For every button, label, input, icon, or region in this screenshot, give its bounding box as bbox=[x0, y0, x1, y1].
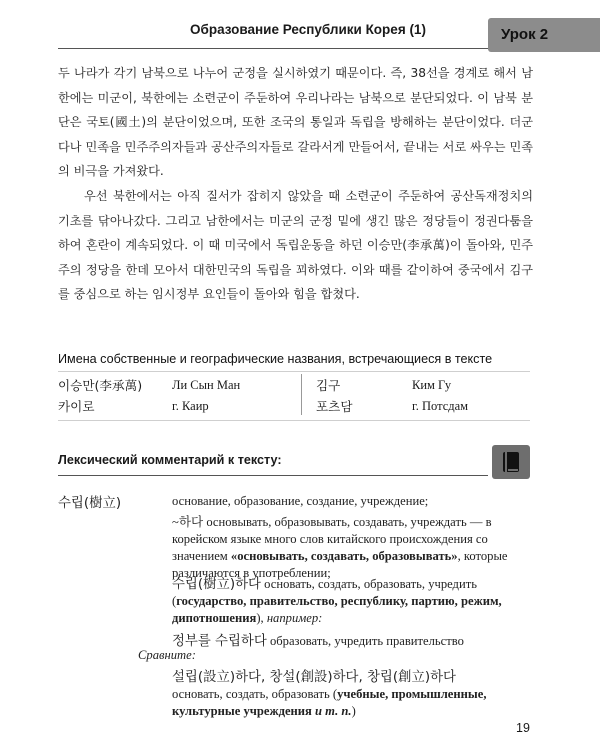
paragraph: 우선 북한에서는 아직 질서가 잡히지 않았을 때 소련군이 주둔하여 공산독재정치의 기초를 닦아나갔다. 그리고 남한에서는 미군의 군정 밑에 생긴 많은 정당들이 정권다툼을 하여 혼란이 계속되었다. 이 때 미국에서 독립운동을 하던 이승만(李承萬)이 돌아와, 민주주의 정당을 한데 모아서 대한민국의 독립을 꾀하였다. 이와 때를 같이하여 중국에서 김구를 중심으로 하는 임시정부 요인들이 돌아와 힘을 합쳤다. bbox=[58, 188, 533, 302]
names-section-title: Имена собственные и географические названия, встречающиеся в тексте bbox=[58, 352, 493, 366]
phrase-korean: 정부를 수립하다 bbox=[172, 634, 267, 649]
example-bold: государство, правительство, республику, партию, режим, дипотношения bbox=[172, 594, 502, 625]
name-korean: 김구 bbox=[316, 378, 341, 393]
hada-prefix: ~하다 bbox=[172, 515, 204, 529]
example-close: ), bbox=[256, 611, 264, 625]
hada-bold: «основывать, создавать, образовывать» bbox=[230, 549, 458, 563]
compare-korean-line bbox=[172, 666, 456, 685]
name-russian: Ли Сын Ман bbox=[172, 378, 241, 392]
names-top-rule bbox=[58, 371, 530, 372]
page-number: 19 bbox=[516, 721, 530, 735]
compare-italic: и т. п. bbox=[315, 704, 352, 718]
name-korean: 포츠담 bbox=[316, 399, 353, 414]
lexical-hada-note bbox=[172, 514, 532, 582]
compare-russian bbox=[172, 686, 532, 720]
lexical-rule bbox=[58, 475, 488, 476]
name-russian: г. Потсдам bbox=[412, 399, 469, 413]
names-divider bbox=[301, 374, 302, 415]
lexical-headword bbox=[58, 492, 121, 511]
compare-bold: учебные, промышленные, культурные учреждения bbox=[172, 687, 487, 718]
compare-label-text: Сравните: bbox=[138, 648, 196, 662]
compare-russian-text: основать, создать, образовать ( bbox=[172, 687, 338, 701]
example-italic: например: bbox=[266, 611, 323, 625]
hada-text: основывать, образовывать, создавать, учреждать — в корейском языке много слов китайского происхождения со значением bbox=[172, 515, 492, 563]
names-bottom-rule bbox=[58, 420, 530, 421]
chapter-title: Образование Республики Корея (1) bbox=[190, 22, 426, 37]
hada-suffix: , которые различаются в употреблении; bbox=[172, 549, 508, 580]
lexical-definition: основание, образование, создание, учреждение; bbox=[172, 494, 429, 508]
example-russian: основать, создать, образовать, учредить ( bbox=[172, 577, 477, 608]
page-header bbox=[0, 12, 600, 52]
main-text bbox=[58, 61, 533, 307]
name-korean: 카이로 bbox=[58, 399, 95, 414]
lexical-example bbox=[172, 576, 532, 627]
book-icon bbox=[492, 445, 530, 479]
example-korean: 수립(樹立)하다 bbox=[172, 577, 261, 592]
headword-korean: 수립(樹立) bbox=[58, 496, 122, 511]
header-rule bbox=[58, 48, 488, 49]
phrase-russian: образовать, учредить правительство bbox=[269, 634, 464, 648]
name-russian: Ким Гу bbox=[412, 378, 452, 392]
name-russian: г. Каир bbox=[172, 399, 209, 413]
lesson-tab bbox=[488, 18, 600, 52]
lexical-section-title: Лексический комментарий к тексту: bbox=[58, 453, 282, 467]
compare-korean: 설립(設立)하다, 창설(創設)하다, 창립(創立)하다 bbox=[172, 670, 456, 685]
name-korean: 이승만(李承萬) bbox=[58, 378, 143, 393]
compare-label bbox=[138, 648, 196, 663]
lesson-label: Урок 2 bbox=[501, 26, 549, 43]
paragraph: 두 나라가 각기 남북으로 나누어 군정을 실시하였기 때문이다. 즉, 38선을 경계로 해서 남한에는 미군이, 북한에는 소련군이 주둔하여 우리나라는 남북으로 분단되었다. 이 남북 분단은 국토(國土)의 분단이었으며, 또한 조국의 통일과 독립을 방해하는 분단이었다. 더군다나 민족을 민주주의자들과 공산주의자들로 갈라서게 만들어서, 끝내는 서로 싸우는 민족의 비극을 가져왔다. bbox=[58, 66, 533, 179]
lexical-phrase bbox=[172, 630, 464, 649]
compare-close: ) bbox=[351, 704, 356, 718]
